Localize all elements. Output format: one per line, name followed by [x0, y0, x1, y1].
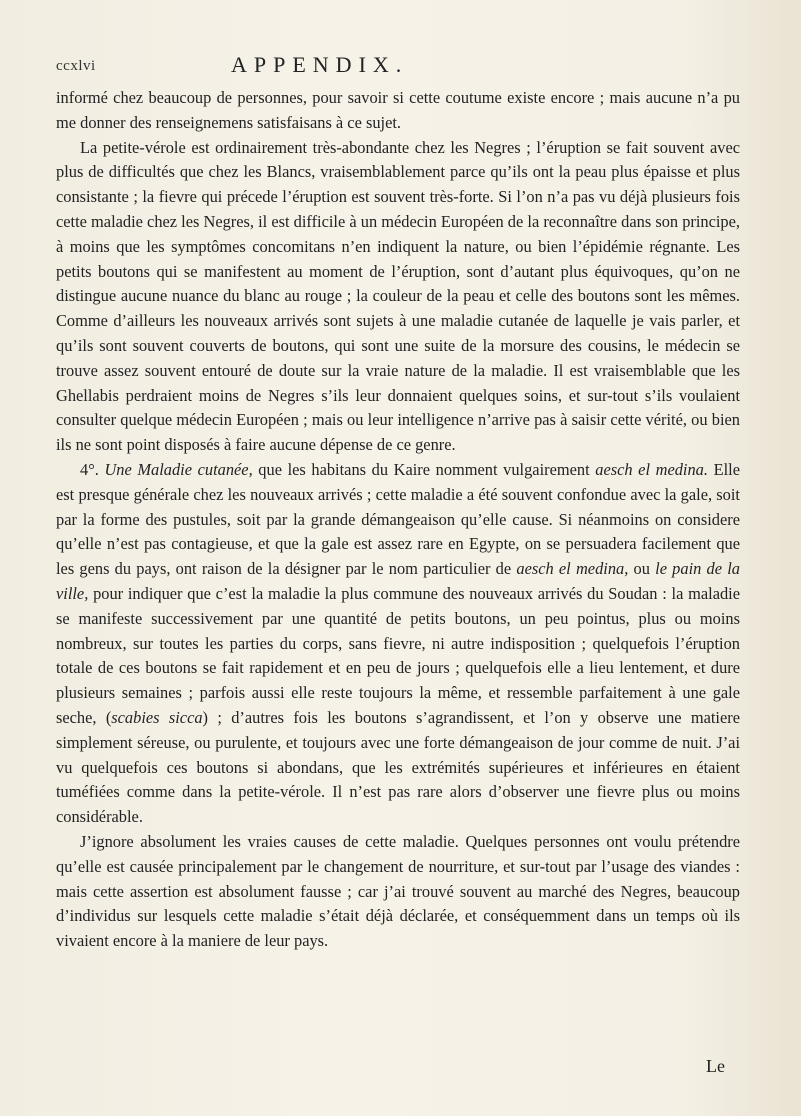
paragraph-4: [56, 830, 740, 954]
body-text: [56, 86, 740, 954]
paragraph-3-seg-7: ou: [628, 559, 656, 579]
page-number: ccxlvi: [56, 58, 96, 74]
term-pain-de-la-ville: le pain de la ville,: [56, 559, 740, 603]
paragraph-3-seg-1: 4°.: [80, 459, 105, 479]
running-title: APPENDIX.: [231, 52, 409, 77]
page-header: [56, 52, 746, 86]
term-scabies-sicca: scabies sicca: [111, 707, 203, 727]
paragraph-3-seg-11: ) ; d’autres fois les boutons s’agrandissent, et l’on y observe une matiere simplement séreuse, ou purulente, et toujours avec une forte démangeaison de jour comme de nuit. J’ai vu quelquefois ces boutons si abondans, que les extrémités supérieures et inférieures en étaient tuméfiées comme dans la petite-vérole. Il n’est pas rare alors d’observer une fievre plus ou moins considérable.: [56, 707, 740, 827]
paragraph-3-seg-5: Elle est presque générale chez les nouveaux arrivés ; cette maladie a été souvent confondue avec la gale, soit par la forme des pustules, soit par la grande démangeaison qu’elle cause. Si néanmoins on considere qu’elle n’est pas contagieuse, et que la gale est assez rare en Egypte, on se persuadera facilement que les gens du pays, ont raison de la désigner par le nom particulier de: [56, 459, 740, 579]
paragraph-1: [56, 86, 740, 136]
catchword: Le: [706, 1056, 725, 1076]
paragraph-4-text: J’ignore absolument les vraies causes de cette maladie. Quelques personnes ont voulu prétendre qu’elle est causée principalement par le changement de nourriture, et sur-tout par l’usage des viandes : mais cette assertion est absolument fausse ; car j’ai trouvé souvent au marché des Negres, beaucoup d’individus sur lesquels cette maladie s’était déjà déclarée, et conséquemment dans un temps où ils vivaient encore à la maniere de leur pays.: [56, 831, 740, 951]
paragraph-1-text: informé chez beaucoup de personnes, pour savoir si cette coutume existe encore ; mais aucune n’a pu me donner des renseignemens satisfaisans à ce sujet.: [56, 88, 740, 132]
term-aesch-el-medina: aesch el medina.: [595, 459, 708, 479]
paragraph-2-text: La petite-vérole est ordinairement très-abondante chez les Negres ; l’éruption se fait souvent avec plus de difficultés que chez les Blancs, vraisemblablement parce qu’ils ont la peau plus épaisse et plus consistante ; la fievre qui précede l’éruption est souvent très-forte. Si l’on n’a pas vu déjà plusieurs fois cette maladie chez les Negres, il est difficile à un médecin Européen de la reconnaître dans son principe, à moins que les symptômes concomitans n’en indiquent la nature, ou bien l’épidémie régnante. Les petits boutons qui se manifestent au moment de l’éruption, sont d’autant plus équivoques, qu’on ne distingue aucune nuance du blanc au rouge ; la couleur de la peau et celle des boutons sont les mêmes. Comme d’ailleurs les nouveaux arrivés sont sujets à une maladie cutanée de laquelle je vais parler, et qu’ils sont souvent couverts de boutons, qui sont une suite de la morsure des cousins, le médecin se trouve assez souvent entouré de doute sur la vraie nature de la maladie. Il est vraisemblable que les Ghellabis perdraient moins de Negres s’ils leur donnaient quelques soins, et sur-tout s’ils voulaient consulter quelque médecin Européen ; mais ou leur intelligence n’arrive pas à saisir cette vérité, ou bien ils ne sont point disposés à faire aucune dépense de ce genre.: [56, 137, 740, 455]
paragraph-2: [56, 136, 740, 458]
paragraph-3: [56, 458, 740, 830]
term-maladie-cutanee: Une Maladie cutanée,: [104, 459, 253, 479]
term-aesch-el-medina-2: aesch el medina,: [516, 559, 629, 579]
paragraph-3-seg-3: que les habitans du Kaire nomment vulgairement: [252, 459, 596, 479]
paragraph-3-seg-9: pour indiquer que c’est la maladie la plus commune des nouveaux arrivés du Soudan : la maladie se manifeste successivement par une quantité de petits boutons, un peu pointus, plus ou moins nombreux, sur toutes les parties du corps, sans fievre, ni autre indisposition ; quelquefois l’éruption totale de ces boutons se fait rapidement et en peu de jours ; quelquefois elle a lieu lentement, et dure plusieurs semaines ; parfois aussi elle reste toujours la même, et ressemble parfaitement à une gale seche, (: [56, 583, 740, 727]
